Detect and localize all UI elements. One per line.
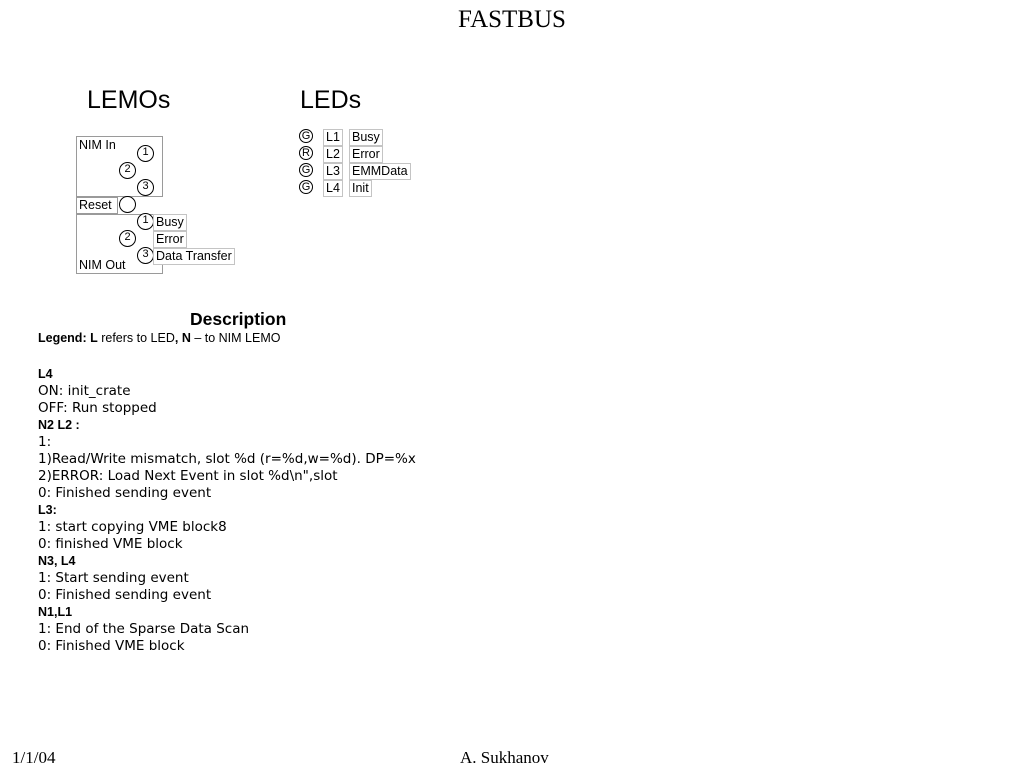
description-title: Description [190, 309, 287, 329]
footer-date: 1/1/04 [12, 748, 56, 767]
led-2-label: Error [349, 146, 383, 163]
nim-out-label: NIM Out [79, 258, 126, 272]
lemo-out-2-label: Error [153, 231, 187, 248]
led-2-id: L2 [323, 146, 343, 163]
legend-comma: , [174, 331, 179, 345]
lemo-in-2-connector: 2 [119, 162, 136, 179]
description-line: 1: End of the Sparse Data Scan [38, 621, 250, 637]
nim-in-label: NIM In [79, 138, 116, 152]
legend-line [38, 331, 280, 345]
description-line: 1)Read/Write mismatch, slot %d (r=%d,w=%d). DP=%x [38, 451, 416, 467]
lemo-out-1-connector: 1 [137, 213, 154, 230]
description-line: 0: Finished sending event [38, 485, 212, 501]
reset-label: Reset [79, 198, 112, 212]
led-2-color: R [299, 146, 313, 160]
description-line: 1: Start sending event [38, 570, 189, 586]
description-line: 0: Finished sending event [38, 587, 212, 603]
led-3-color: G [299, 163, 313, 177]
description-heading-line: N1,L1 [38, 605, 73, 619]
led-4-label: Init [349, 180, 372, 197]
led-4-color: G [299, 180, 313, 194]
lemo-out-3-label: Data Transfer [153, 248, 235, 265]
description-line: OFF: Run stopped [38, 400, 157, 416]
led-3-label: EMMData [349, 163, 411, 180]
legend-text-1: refers to LED [97, 331, 175, 345]
description-heading-line: N3, L4 [38, 554, 76, 568]
description-line: 0: Finished VME block [38, 638, 185, 654]
legend-l-key: L [90, 331, 98, 345]
reset-connector [119, 196, 136, 213]
lemo-out-1-label: Busy [153, 214, 187, 231]
lemo-out-3-connector: 3 [137, 247, 154, 264]
description-heading-line: L4 [38, 367, 53, 381]
leds-heading: LEDs [300, 86, 362, 114]
description-heading-line: L3: [38, 503, 57, 517]
lemo-out-2-connector: 2 [119, 230, 136, 247]
legend-n-key: N [181, 331, 191, 345]
description-line: 1: [38, 434, 52, 450]
page-title: FASTBUS [458, 6, 566, 33]
description-heading-line: N2 L2 : [38, 418, 80, 432]
lemos-heading: LEMOs [87, 86, 171, 114]
lemo-in-3-connector: 3 [137, 179, 154, 196]
description-line: 2)ERROR: Load Next Event in slot %d\n",slot [38, 468, 338, 484]
led-1-id: L1 [323, 129, 343, 146]
led-1-color: G [299, 129, 313, 143]
description-line: ON: init_crate [38, 383, 131, 399]
legend-text-2: – to NIM LEMO [190, 331, 281, 345]
lemo-in-1-connector: 1 [137, 145, 154, 162]
led-4-id: L4 [323, 180, 343, 197]
description-line: 0: finished VME block [38, 536, 183, 552]
description-line: 1: start copying VME block8 [38, 519, 227, 535]
legend-label: Legend: [38, 331, 87, 345]
led-1-label: Busy [349, 129, 383, 146]
description-lines [38, 366, 416, 655]
footer-author: A. Sukhanov [460, 748, 549, 767]
led-3-id: L3 [323, 163, 343, 180]
